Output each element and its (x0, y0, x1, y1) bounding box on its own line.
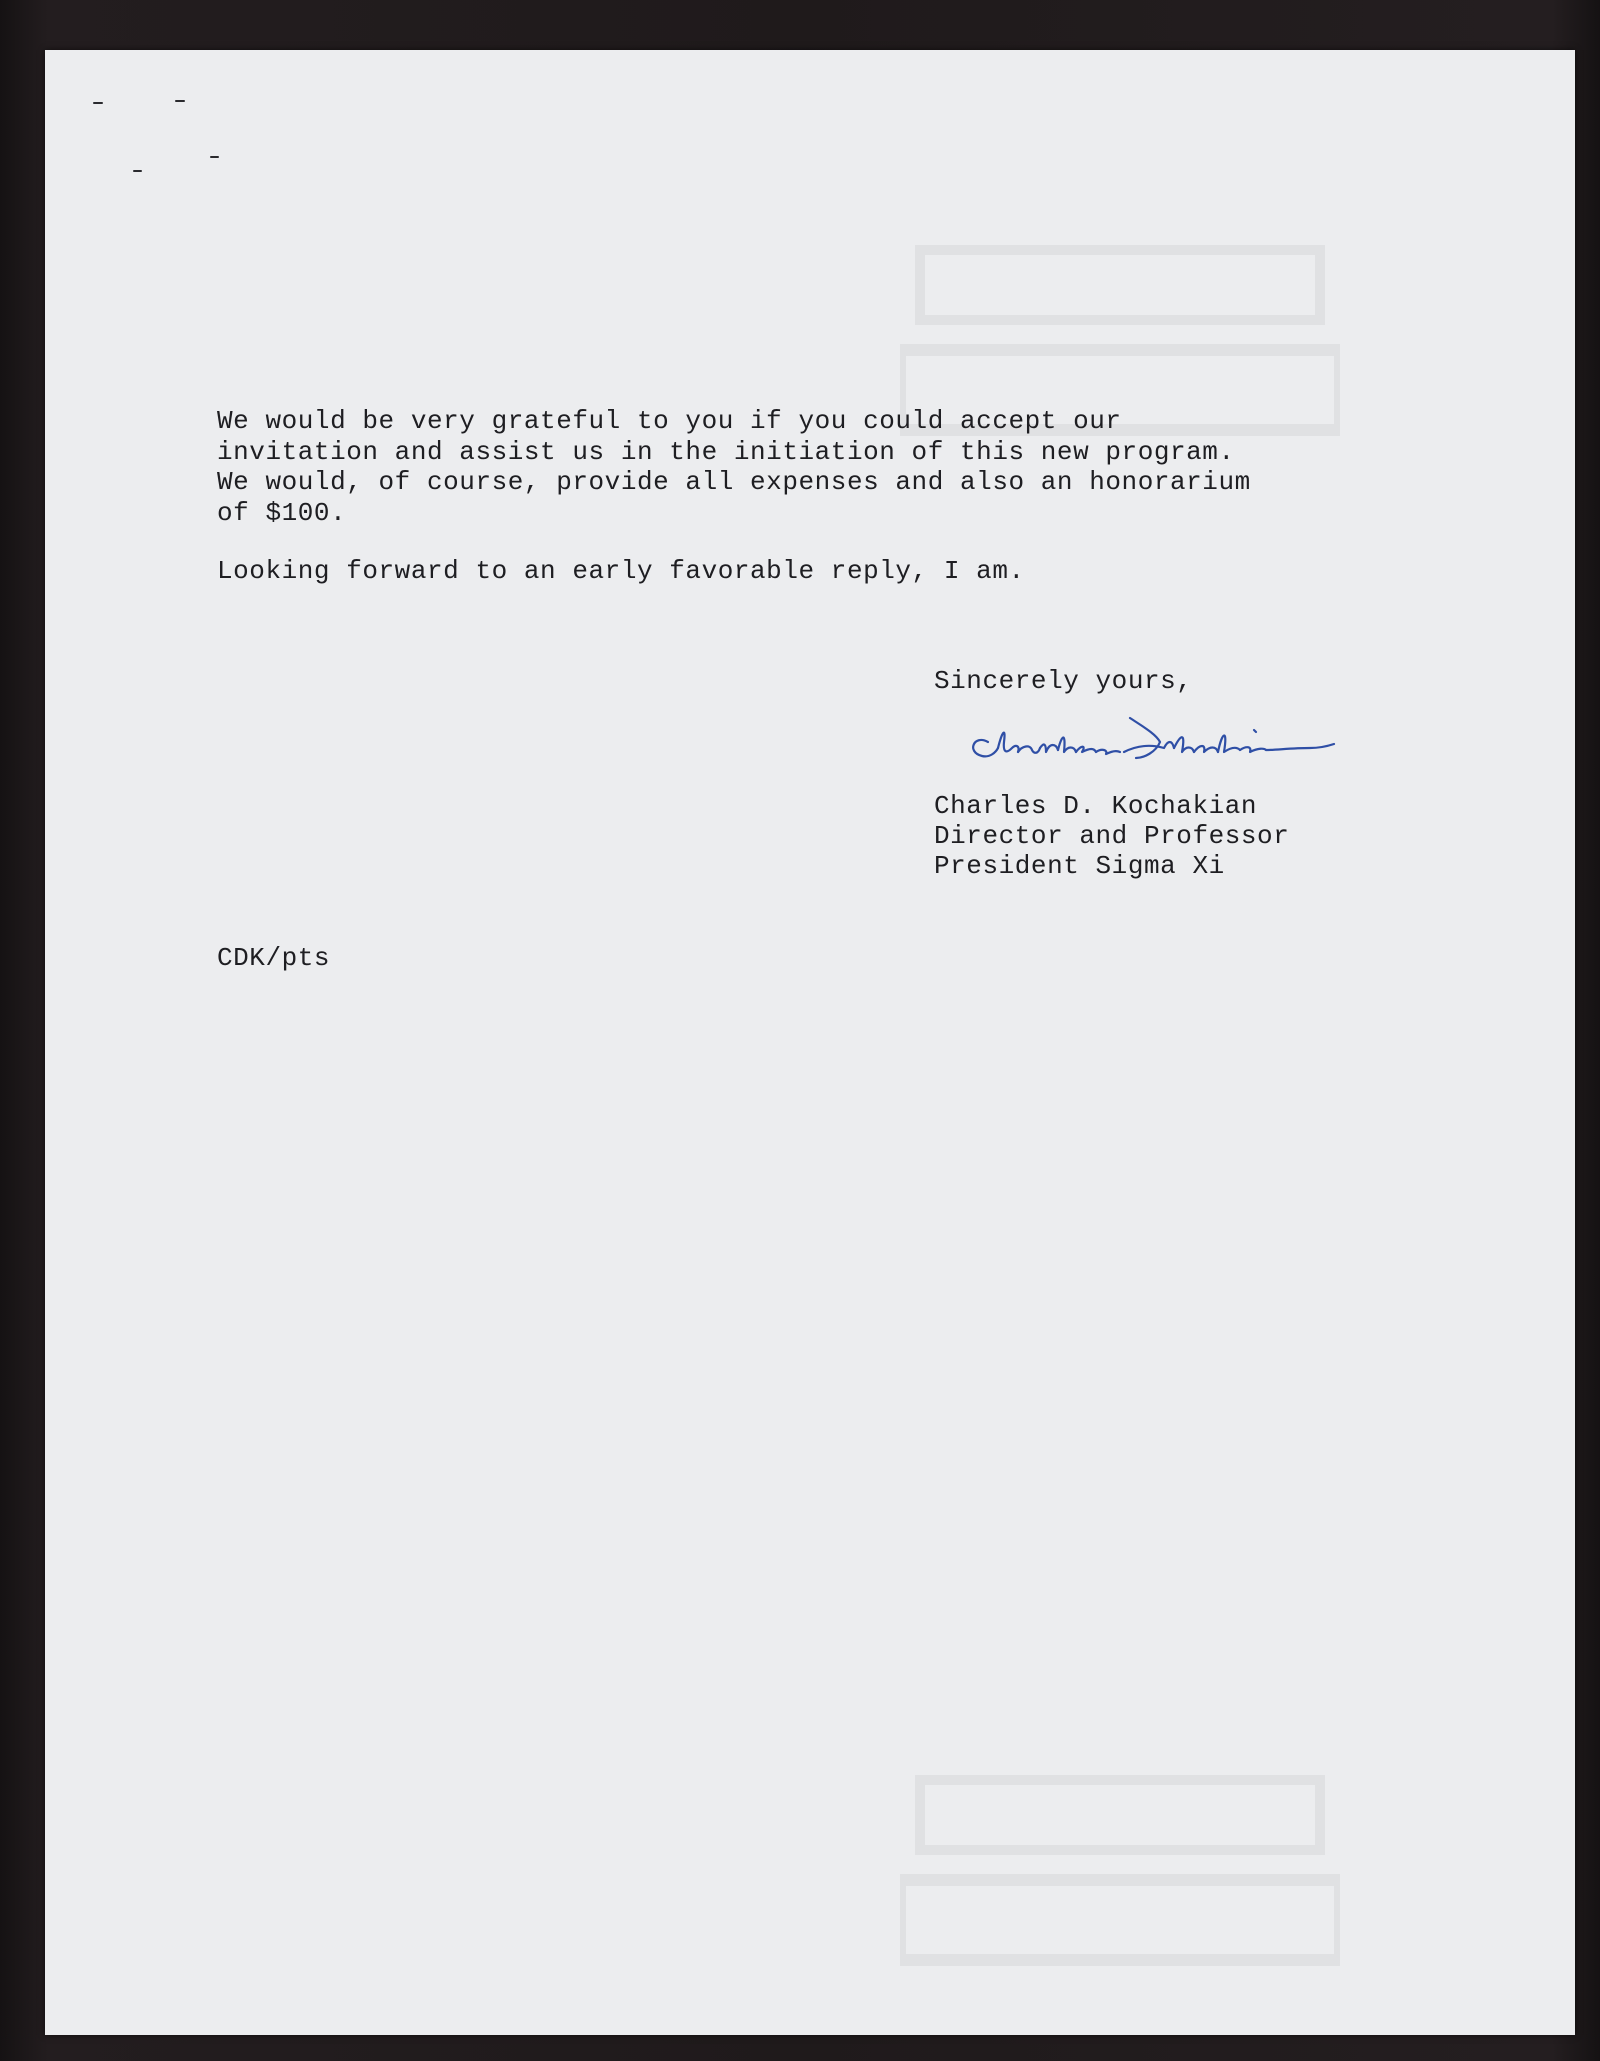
signer-block (934, 791, 1289, 881)
letter-body-paragraph (217, 406, 1251, 528)
reference-initials: CDK/pts (217, 943, 331, 973)
margin-mark (93, 102, 103, 104)
signer-name: Charles D. Kochakian (934, 791, 1258, 821)
paper-watermark (900, 1740, 1340, 2000)
body-line: We would be very grateful to you if you could accept our (217, 406, 1122, 436)
body-line: of $100. (217, 497, 347, 528)
margin-mark (210, 156, 219, 158)
body-line: invitation and assist us in the initiation of this new program. (217, 436, 1235, 467)
handwritten-signature (960, 712, 1340, 772)
margin-mark (133, 170, 142, 172)
letter-page (45, 50, 1575, 2035)
margin-mark (175, 100, 185, 102)
signer-title: Director and Professor (934, 821, 1290, 851)
signer-affiliation: President Sigma Xi (934, 851, 1225, 881)
closing-line: Looking forward to an early favorable reply, I am. (217, 556, 1025, 586)
body-line: We would, of course, provide all expenses and also an honorarium (217, 467, 1251, 497)
salutation: Sincerely yours, (934, 666, 1193, 696)
